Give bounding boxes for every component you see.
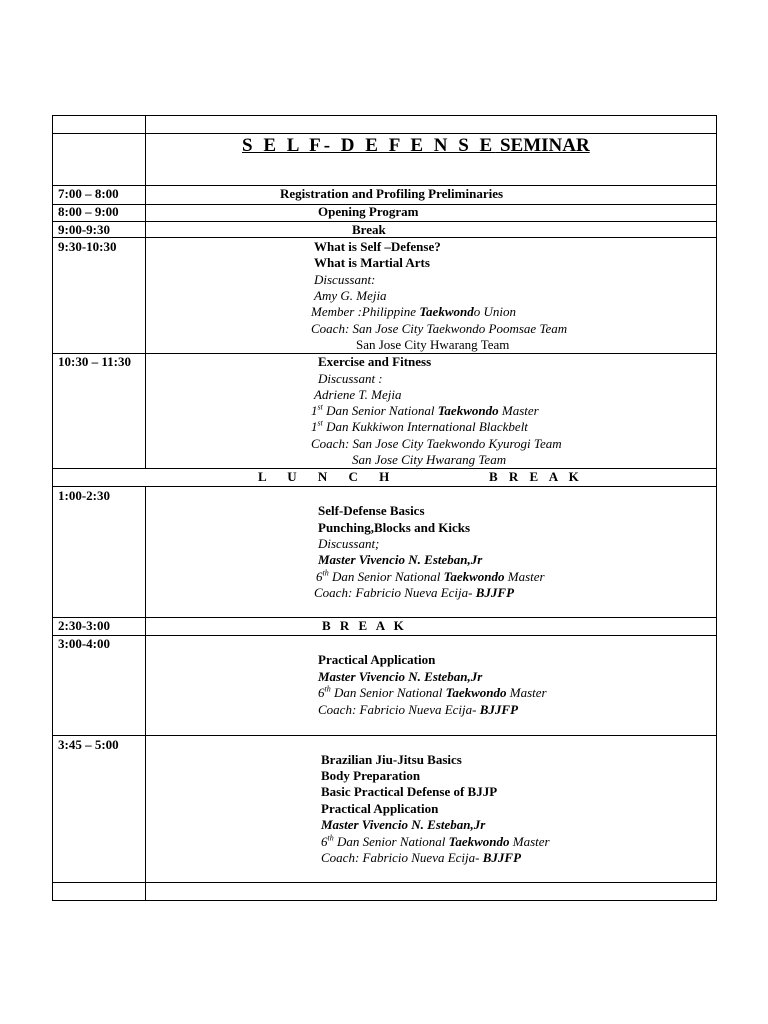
table-border-left	[52, 115, 53, 901]
activity-title: Practical Application	[318, 652, 436, 667]
speaker-credential: 1st Dan Kukkiwon International Blackbelt	[311, 418, 528, 434]
speaker-name: Master Vivencio N. Esteban,Jr	[318, 669, 483, 684]
time-slot: 9:30-10:30	[58, 239, 117, 254]
time-slot: 7:00 – 8:00	[58, 186, 119, 201]
speaker-credential: 6th Dan Senior National Taekwondo Master	[318, 684, 547, 700]
speaker-credential: Member :Philippine Taekwondo Union	[311, 304, 516, 319]
time-slot: 10:30 – 11:30	[58, 354, 131, 369]
speaker-name: Amy G. Mejia	[314, 288, 387, 303]
lunch-break-label: B R E A K	[489, 469, 583, 484]
speaker-credential: San Jose City Hwarang Team	[356, 337, 510, 352]
row-divider	[52, 133, 717, 134]
speaker-credential: 6th Dan Senior National Taekwondo Master	[321, 833, 550, 849]
activity-title: Opening Program	[318, 204, 419, 219]
row-divider	[52, 486, 717, 487]
speaker-credential: 1st Dan Senior National Taekwondo Master	[311, 402, 539, 418]
activity-title: What is Martial Arts	[314, 255, 430, 270]
activity-title: Punching,Blocks and Kicks	[318, 520, 471, 535]
time-slot: 8:00 – 9:00	[58, 204, 119, 219]
speaker-credential: Coach: San Jose City Taekwondo Kyurogi Team	[311, 436, 562, 451]
table-border-top	[52, 115, 717, 116]
activity-title: Exercise and Fitness	[318, 354, 432, 369]
row-divider	[52, 635, 717, 636]
column-divider	[145, 486, 146, 900]
time-slot: 3:45 – 5:00	[58, 737, 119, 752]
speaker-credential: Coach: Fabricio Nueva Ecija- BJJFP	[321, 850, 522, 865]
activity-title: What is Self –Defense?	[314, 239, 441, 254]
speaker-credential: Coach: Fabricio Nueva Ecija- BJJFP	[314, 585, 515, 600]
time-slot: 1:00-2:30	[58, 488, 110, 503]
speaker-name: Master Vivencio N. Esteban,Jr	[321, 817, 486, 832]
activity-title: Basic Practical Defense of BJJP	[321, 784, 498, 799]
row-divider	[52, 882, 717, 883]
table-border-bottom	[52, 900, 717, 901]
activity-title: Brazilian Jiu-Jitsu Basics	[321, 752, 462, 767]
speaker-credential: Coach: San Jose City Taekwondo Poomsae Team	[311, 321, 568, 336]
discussant-label: Discussant :	[318, 371, 383, 386]
speaker-name: Adriene T. Mejia	[314, 387, 402, 402]
discussant-label: Discussant:	[314, 272, 376, 287]
time-slot: 3:00-4:00	[58, 636, 110, 651]
activity-title: B R E A K	[322, 618, 407, 633]
lunch-label: L U N C H	[258, 469, 399, 484]
speaker-credential: 6th Dan Senior National Taekwondo Master	[316, 568, 545, 584]
page-title: S E L F- D E F E N S E SEMINAR	[242, 135, 590, 156]
column-divider	[145, 115, 146, 468]
row-divider	[52, 735, 717, 736]
speaker-credential: Coach: Fabricio Nueva Ecija- BJJFP	[318, 702, 519, 717]
time-slot: 9:00-9:30	[58, 222, 110, 237]
activity-title: Body Preparation	[321, 768, 421, 783]
activity-title: Practical Application	[321, 801, 439, 816]
speaker-credential: San Jose City Hwarang Team	[352, 452, 507, 467]
speaker-name: Master Vivencio N. Esteban,Jr	[318, 552, 483, 567]
activity-title: Self-Defense Basics	[318, 503, 425, 518]
discussant-label: Discussant;	[318, 536, 380, 551]
table-border-right	[716, 115, 717, 901]
activity-title: Registration and Profiling Preliminaries	[280, 186, 504, 201]
activity-title: Break	[352, 222, 386, 237]
time-slot: 2:30-3:00	[58, 618, 110, 633]
